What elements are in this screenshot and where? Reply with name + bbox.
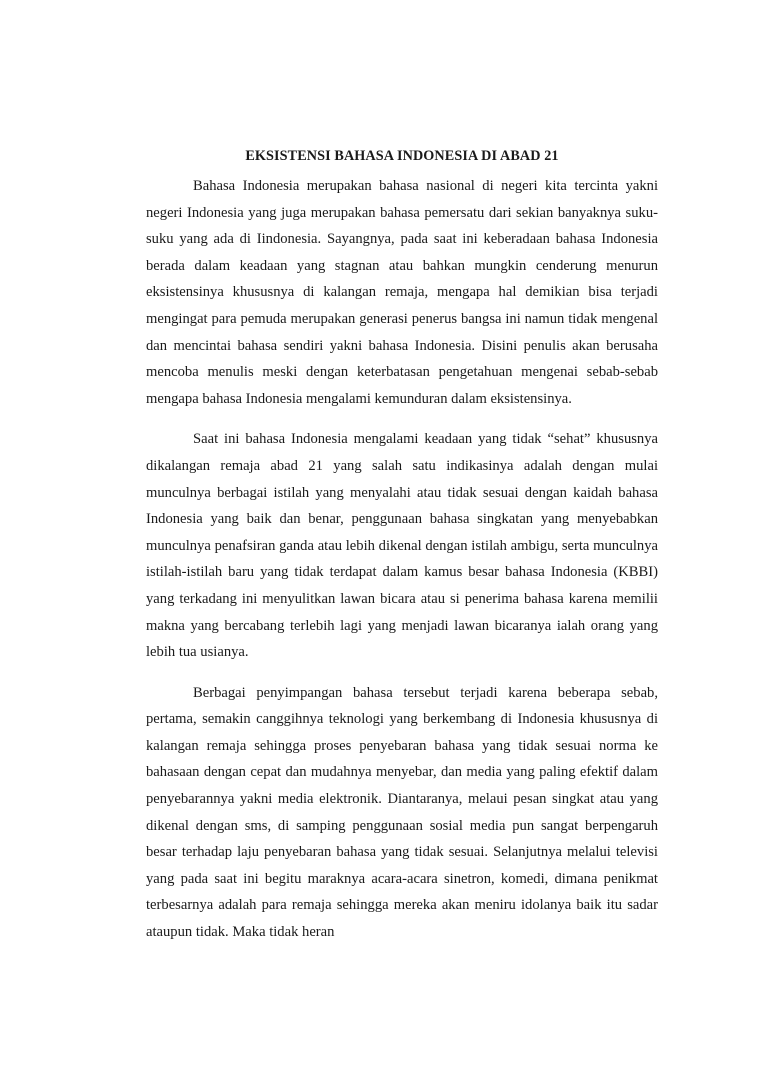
paragraph: Bahasa Indonesia merupakan bahasa nasional di negeri kita tercinta yakni negeri Indonesia yang juga merupakan bahasa pemersatu dari sekian banyaknya suku-suku yang ada di Iindonesia. Sayangnya, pada saat ini keberadaan bahasa Indonesia berada dalam keadaan yang stagnan atau bahkan mungkin cenderung menurun eksistensinya khususnya di kalangan remaja, mengapa hal demikian bisa terjadi mengingat para pemuda merupakan generasi penerus bangsa ini namun tidak mengenal dan mencintai bahasa sendiri yakni bahasa Indonesia. Disini penulis akan berusaha mencoba menulis meski dengan keterbatasan pengetahuan mengenai sebab-sebab mengapa bahasa Indonesia mengalami kemunduran dalam eksistensinya.	[146, 178, 658, 407]
document-title: EKSISTENSI BAHASA INDONESIA DI ABAD 21	[245, 148, 559, 164]
paragraph: Saat ini bahasa Indonesia mengalami keadaan yang tidak “sehat” khususnya dikalangan remaja abad 21 yang salah satu indikasinya adalah dengan mulai munculnya berbagai istilah yang menyalahi atau tidak sesuai dengan kaidah bahasa Indonesia yang baik dan benar, penggunaan bahasa singkatan yang menyebabkan munculnya penafsiran ganda atau lebih dikenal dengan istilah ambigu, serta munculnya istilah-istilah baru yang tidak terdapat dalam kamus besar bahasa Indonesia (KBBI) yang terkadang ini menyulitkan lawan bicara atau si penerima bahasa karena memilii makna yang bercabang terlebih lagi yang menjadi lawan bicaranya ialah orang yang lebih tua usianya.	[146, 431, 658, 661]
document-body	[146, 143, 658, 960]
paragraph: Berbagai penyimpangan bahasa tersebut terjadi karena beberapa sebab, pertama, semakin canggihnya teknologi yang berkembang di Indonesia khususnya di kalangan remaja sehingga proses penyebaran bahasa yang tidak sesuai norma ke bahasaan dengan cepat dan mudahnya menyebar, dan media yang paling efektif dalam penyebarannya yakni media elektronik. Diantaranya, melaui pesan singkat atau yang dikenal dengan sms, di samping penggunaan sosial media pun sangat berpengaruh besar terhadap laju penyebaran bahasa yang tidak sesuai. Selanjutnya melalui televisi yang pada saat ini begitu maraknya acara-acara sinetron, komedi, dimana penikmat terbesarnya adalah para remaja sehingga mereka akan meniru idolanya baik itu sadar ataupun tidak. Maka tidak heran	[146, 684, 658, 941]
